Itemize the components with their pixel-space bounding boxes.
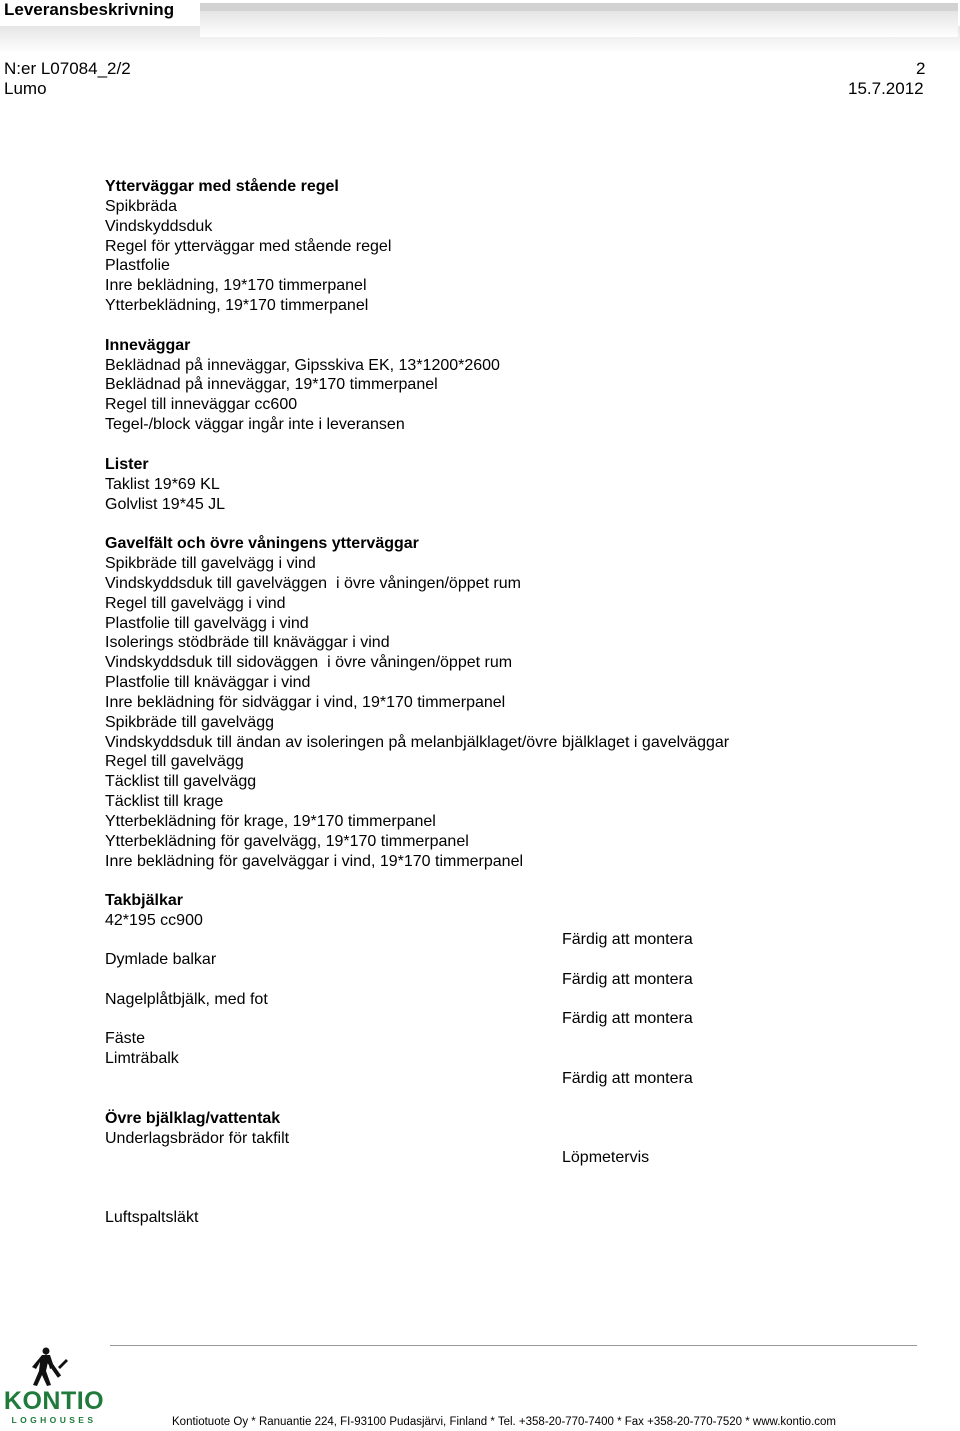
page-number: 2 — [916, 59, 926, 78]
list-item: Limträbalk — [105, 1050, 179, 1067]
list-item: Täcklist till krage — [105, 793, 224, 811]
section-ytterväggar — [105, 177, 945, 316]
list-item: Underlagsbrädor för takfilt — [105, 1130, 290, 1147]
section-heading: Inneväggar — [105, 336, 191, 354]
company-contact-line: Kontiotuote Oy * Ranuantie 224, FI-93100 Pudasjärvi, Finland * Tel. +358-20-770-7400 * Fax +358-20-770-7520 * www.kontio.com — [172, 1416, 837, 1428]
section-inneväggar — [105, 336, 945, 435]
list-item: Regel till gavelvägg i vind — [105, 594, 286, 612]
list-item: Isolerings stödbräde till knäväggar i vind — [105, 634, 390, 652]
list-item: Nagelplåtbjälk, med fot — [105, 991, 268, 1008]
list-item: Plastfolie till gavelvägg i vind — [105, 614, 309, 632]
list-item: Vindskyddsduk — [105, 217, 213, 235]
list-item: Ytterbeklädning, 19*170 timmerpanel — [105, 297, 369, 315]
list-item: Taklist 19*69 KL — [105, 475, 220, 493]
list-item: Spikbräde till gavelvägg — [105, 713, 274, 731]
section-lister — [105, 455, 945, 515]
list-item: Golvlist 19*45 JL — [105, 495, 226, 513]
header-rule — [200, 3, 958, 37]
list-item: Spikbräde till gavelvägg i vind — [105, 555, 316, 573]
logo-wordmark: KONTIO — [3, 1387, 105, 1415]
logo-tagline: LOGHOUSES — [11, 1415, 97, 1425]
list-item: Tegel-/block väggar ingår inte i leveransen — [105, 416, 405, 434]
list-item: Fäste — [105, 1030, 146, 1047]
status-note: Färdig att montera — [562, 931, 693, 948]
list-item: Inre beklädning för sidväggar i vind, 19*170 timmerpanel — [105, 693, 506, 711]
list-item: Regel till inneväggar cc600 — [105, 396, 298, 414]
list-item: Vindskyddsduk till ändan av isoleringen på melanbjälklaget/övre bjälklaget i gavelväggar — [105, 733, 730, 751]
logo-figure-icon — [2, 1345, 106, 1387]
section-heading: Övre bjälklag/vattentak — [105, 1110, 281, 1127]
model-name: Lumo — [4, 79, 47, 98]
section-gavelfalt — [105, 534, 945, 871]
list-item: Beklädnad på inneväggar, 19*170 timmerpanel — [105, 376, 438, 394]
list-item: Luftspaltsläkt — [105, 1209, 199, 1226]
list-item: Regel till gavelvägg — [105, 753, 244, 771]
list-item: Vindskyddsduk till gavelväggen i övre våningen/öppet rum — [105, 574, 521, 592]
status-note: Färdig att montera — [562, 1070, 693, 1087]
list-item: Spikbräda — [105, 197, 178, 215]
document-date: 15.7.2012 — [848, 79, 924, 98]
status-note: Färdig att montera — [562, 971, 693, 988]
section-heading: Takbjälkar — [105, 892, 183, 909]
list-item: Plastfolie till knäväggar i vind — [105, 674, 311, 692]
list-item: Täcklist till gavelvägg — [105, 773, 257, 791]
reference-number: N:er L07084_2/2 — [4, 59, 131, 78]
list-item: Inre beklädning för gavelväggar i vind, 19*170 timmerpanel — [105, 852, 524, 870]
section-heading: Lister — [105, 455, 149, 473]
list-item: Inre beklädning, 19*170 timmerpanel — [105, 277, 367, 295]
list-item: 42*195 cc900 — [105, 912, 203, 929]
list-item: Dymlade balkar — [105, 951, 217, 968]
list-item: Regel för ytterväggar med stående regel — [105, 237, 392, 255]
footer-rule — [110, 1345, 917, 1346]
list-item: Beklädnad på inneväggar, Gipsskiva EK, 13*1200*2600 — [105, 356, 500, 374]
document-title: Leveransbeskrivning — [4, 0, 175, 19]
list-item: Vindskyddsduk till sidoväggen i övre våningen/öppet rum — [105, 654, 513, 672]
list-item: Ytterbeklädning för gavelvägg, 19*170 timmerpanel — [105, 832, 469, 850]
section-heading: Ytterväggar med stående regel — [105, 178, 339, 195]
kontio-logo — [2, 1345, 106, 1427]
status-note: Färdig att montera — [562, 1010, 693, 1027]
list-item: Ytterbeklädning för krage, 19*170 timmerpanel — [105, 813, 436, 830]
section-heading: Gavelfält och övre våningens ytterväggar — [105, 535, 419, 553]
content-body — [105, 177, 945, 891]
list-item: Plastfolie — [105, 257, 170, 275]
status-note: Löpmetervis — [562, 1149, 650, 1166]
